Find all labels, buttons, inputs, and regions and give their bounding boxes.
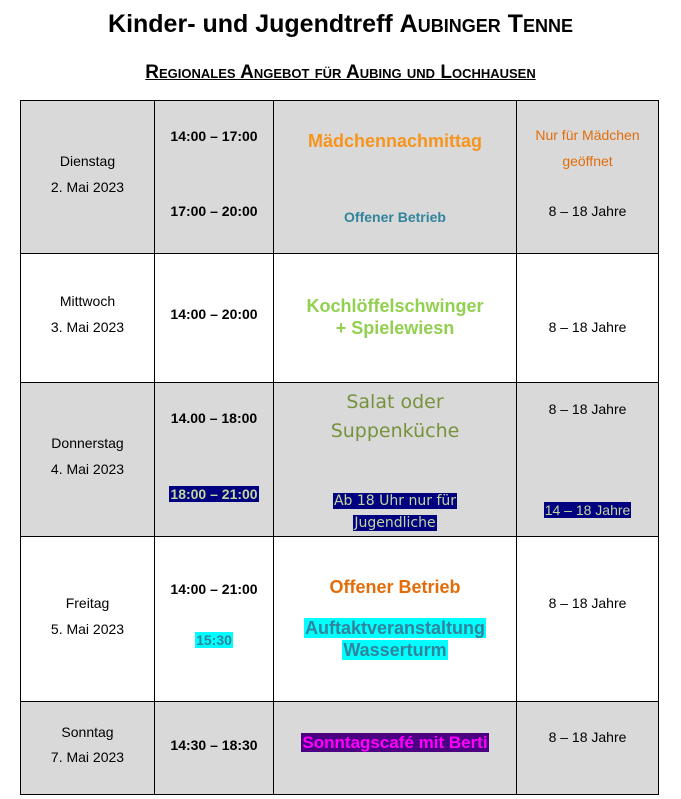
- day-cell: [21, 537, 155, 702]
- time-cell: [155, 537, 274, 702]
- event-cell: [274, 702, 517, 795]
- event-note: Jugendliche: [354, 515, 436, 531]
- event-highlight: Auftaktveranstaltung: [304, 618, 486, 638]
- time-highlight: 18:00 – 21:00: [170, 486, 258, 502]
- event-title: Mädchennachmittag: [307, 131, 483, 151]
- age-cell: [517, 702, 659, 795]
- event-cell: [274, 101, 517, 254]
- day-label: Freitag: [65, 595, 110, 611]
- page-title: [0, 10, 681, 39]
- age-cell: [517, 383, 659, 537]
- event-title: Offener Betrieb: [329, 577, 461, 597]
- time-cell: [155, 254, 274, 383]
- time-cell: [155, 702, 274, 795]
- day-cell: [21, 254, 155, 383]
- age-label: 8 – 18 Jahre: [548, 595, 627, 611]
- time-label: 14:00 – 21:00: [170, 581, 258, 597]
- event-highlight: Wasserturm: [343, 640, 447, 660]
- note-label: geöffnet: [562, 153, 613, 169]
- event-title: Offener Betrieb: [344, 209, 446, 225]
- event-cell: [274, 537, 517, 702]
- event-note: Ab 18 Uhr nur für: [333, 493, 456, 509]
- day-label: Donnerstag: [51, 435, 124, 451]
- event-title: Kochlöffelschwinger: [306, 296, 484, 316]
- schedule-table: [20, 100, 659, 795]
- date-label: 5. Mai 2023: [50, 621, 125, 637]
- day-cell: [21, 383, 155, 537]
- date-label: 4. Mai 2023: [50, 461, 125, 477]
- event-cell: [274, 254, 517, 383]
- date-label: 3. Mai 2023: [50, 319, 125, 335]
- age-label: 8 – 18 Jahre: [548, 319, 627, 335]
- time-label: 14:00 – 20:00: [170, 306, 258, 322]
- time-label: 14.00 – 18:00: [170, 410, 258, 426]
- age-cell: [517, 101, 659, 254]
- time-label: 14:00 – 17:00: [170, 128, 258, 144]
- table-row: [21, 101, 659, 254]
- age-label: 8 – 18 Jahre: [548, 401, 627, 417]
- day-label: Dienstag: [59, 153, 116, 169]
- time-label: 17:00 – 20:00: [170, 203, 258, 219]
- event-title: + Spielewiesn: [335, 318, 455, 338]
- date-label: 2. Mai 2023: [50, 179, 125, 195]
- table-row: [21, 383, 659, 537]
- day-cell: [21, 101, 155, 254]
- age-cell: [517, 537, 659, 702]
- age-cell: [517, 254, 659, 383]
- event-highlight: Sonntagscafé mit Berti: [302, 733, 488, 752]
- time-label: 14:30 – 18:30: [170, 737, 258, 753]
- date-label: 7. Mai 2023: [50, 749, 125, 765]
- age-label: 8 – 18 Jahre: [548, 203, 627, 219]
- day-label: Mittwoch: [59, 293, 116, 309]
- event-cell: [274, 383, 517, 537]
- day-cell: [21, 702, 155, 795]
- table-row: [21, 537, 659, 702]
- note-label: Nur für Mädchen: [535, 127, 640, 143]
- age-highlight: 14 – 18 Jahre: [544, 502, 631, 518]
- table-row: [21, 702, 659, 795]
- title-part-1: Kinder- und Jugendtreff: [108, 10, 400, 38]
- page-subtitle: Regionales Angebot für Aubing und Lochhausen: [145, 62, 536, 83]
- event-title: Salat oder: [346, 391, 444, 413]
- age-label: 8 – 18 Jahre: [548, 729, 627, 745]
- table-row: [21, 254, 659, 383]
- time-cell: [155, 383, 274, 537]
- time-cell: [155, 101, 274, 254]
- event-title: Suppenküche: [330, 420, 460, 442]
- day-label: Sonntag: [61, 724, 114, 740]
- time-highlight: 15:30: [196, 632, 232, 648]
- title-part-2: Aubinger Tenne: [399, 10, 573, 38]
